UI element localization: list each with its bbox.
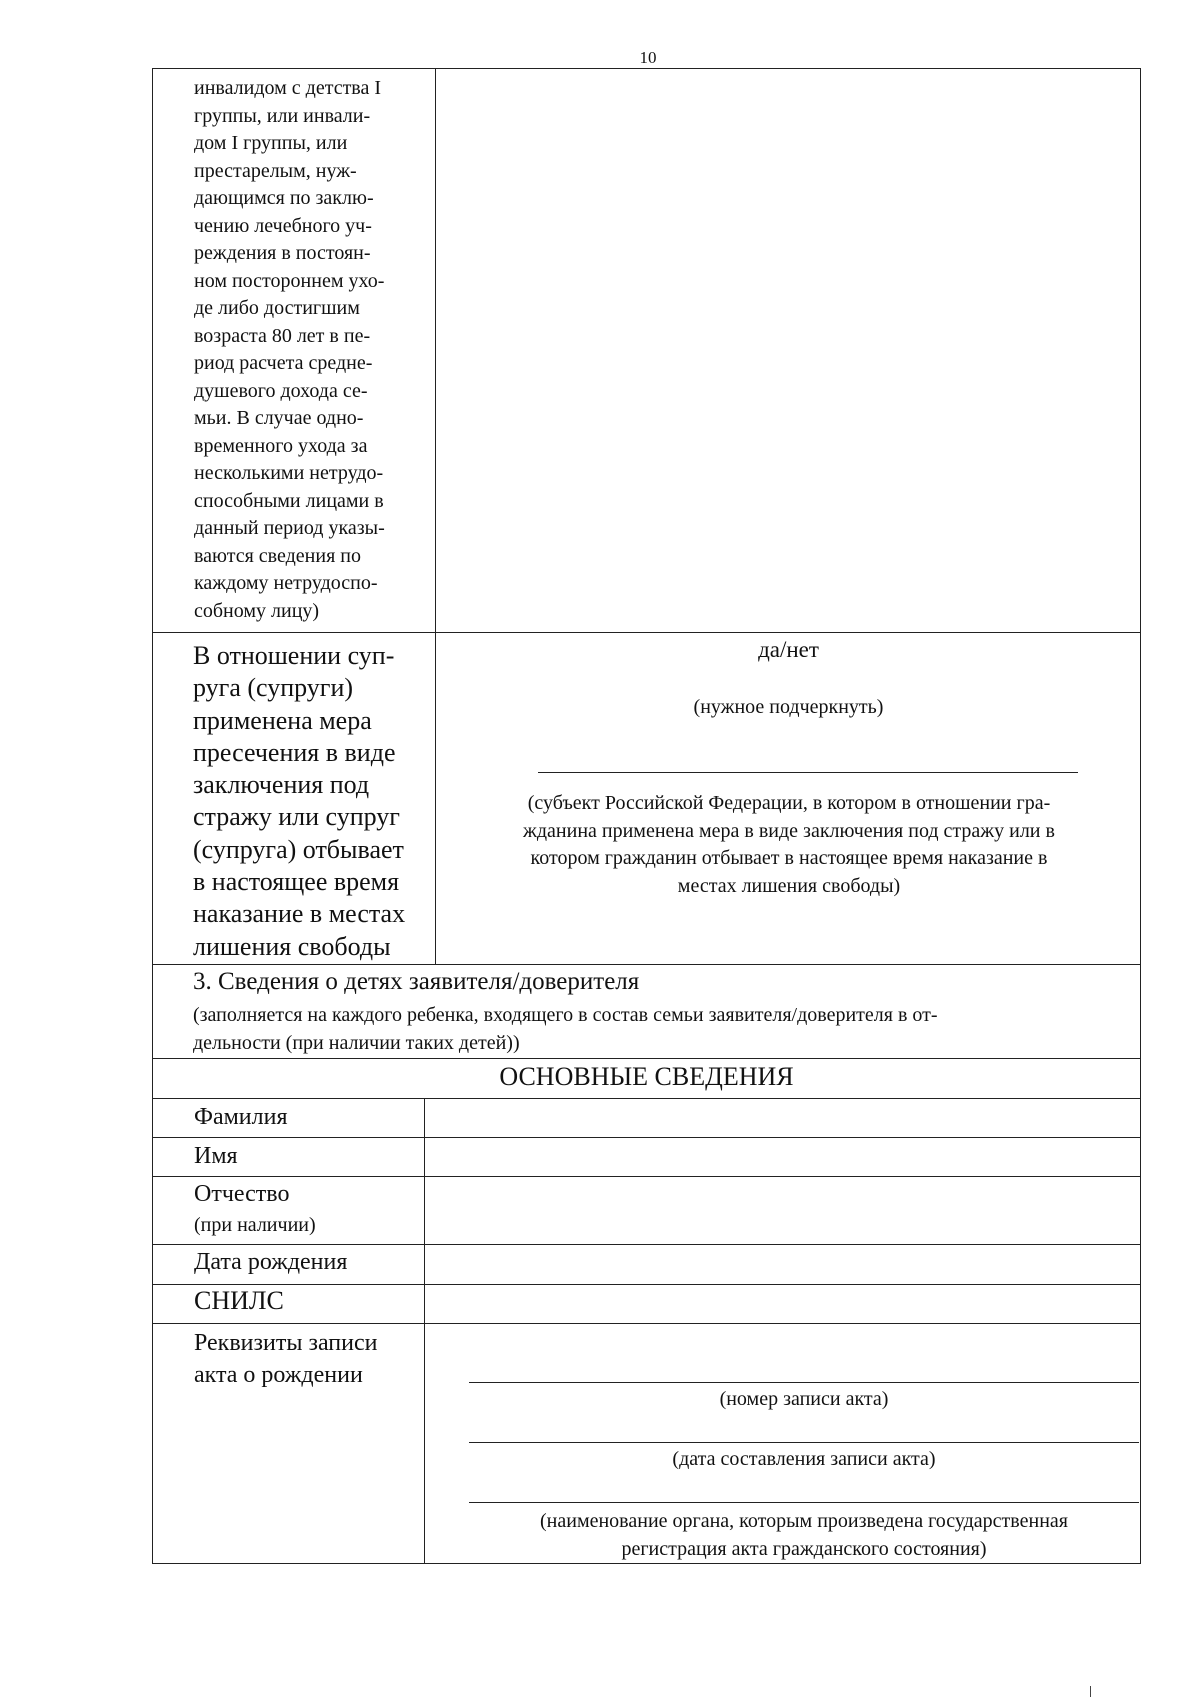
scan-mark — [1090, 1686, 1091, 1697]
page-number: 10 — [639, 48, 657, 67]
authority-caption: (наименование органа, которым произведена государственная регистрация акта гражданского состояния) — [540, 1510, 1068, 1560]
row-separator-3 — [152, 1058, 1141, 1059]
record-date-line[interactable] — [469, 1442, 1139, 1443]
birth-record-label: Реквизиты записи акта о рождении — [194, 1330, 378, 1388]
birthdate-label: Дата рождения — [194, 1249, 348, 1275]
record-number-caption: (номер записи акта) — [719, 1388, 889, 1410]
row-separator-2 — [152, 964, 1141, 965]
yes-no-option[interactable]: да/нет — [758, 637, 819, 662]
region-input-line[interactable] — [538, 772, 1078, 773]
surname-field[interactable] — [426, 1100, 1139, 1136]
birthdate-field[interactable] — [426, 1246, 1139, 1283]
column-divider-bottom — [424, 1098, 425, 1564]
patronymic-field[interactable] — [426, 1178, 1139, 1243]
snils-field[interactable] — [426, 1286, 1139, 1322]
basic-info-heading: ОСНОВНЫЕ СВЕДЕНИЯ — [499, 1062, 794, 1091]
name-label: Имя — [194, 1143, 238, 1169]
row-separator-6 — [152, 1176, 1141, 1177]
snils-label: СНИЛС — [194, 1286, 284, 1315]
record-number-line[interactable] — [469, 1382, 1139, 1383]
patronymic-note: (при наличии) — [194, 1214, 316, 1236]
row-separator-9 — [152, 1323, 1141, 1324]
record-date-caption: (дата составления записи акта) — [672, 1448, 936, 1470]
underline-hint: (нужное подчеркнуть) — [693, 696, 884, 718]
row1-left-text: инвалидом с детства I группы, или инвали- дом I группы, или престарелым, нуж- дающимся по заклю- чению лечебного уч- реждения в постоян- ном постороннем ухо- де либо достигшим возраста 80 лет в пе- риод расчета средне- душевого дохода се- мьи. В случае одно- временного ухода за несколькими нетрудо- способными лицами в данный период указы- ваются сведения по каждому нетрудоспо- собному лицу) — [194, 77, 385, 622]
row-separator-4 — [152, 1098, 1141, 1099]
row-separator-5 — [152, 1137, 1141, 1138]
authority-line[interactable] — [469, 1502, 1139, 1503]
patronymic-label: Отчество — [194, 1181, 290, 1207]
surname-label: Фамилия — [194, 1104, 288, 1130]
row-separator-8 — [152, 1284, 1141, 1285]
section3-title: 3. Сведения о детях заявителя/доверителя — [193, 968, 640, 995]
row-separator-1 — [152, 632, 1141, 633]
column-divider-top — [435, 68, 436, 964]
name-field[interactable] — [426, 1139, 1139, 1175]
row2-left-text: В отношении суп- руга (супруги) применена мера пресечения в виде заключения под стражу или супруг (супруга) отбывает в настоящее время наказание в местах лишения свободы — [193, 641, 406, 961]
section3-note: (заполняется на каждого ребенка, входящего в состав семьи заявителя/доверителя в от- дельности (при наличии таких детей)) — [193, 1004, 938, 1054]
row-separator-7 — [152, 1244, 1141, 1245]
region-caption: (субъект Российской Федерации, в котором в отношении гра- жданина применена мера в виде заключения под стражу или в котором гражданин отбывает в настоящее время наказание в местах лишения свободы) — [523, 792, 1055, 897]
